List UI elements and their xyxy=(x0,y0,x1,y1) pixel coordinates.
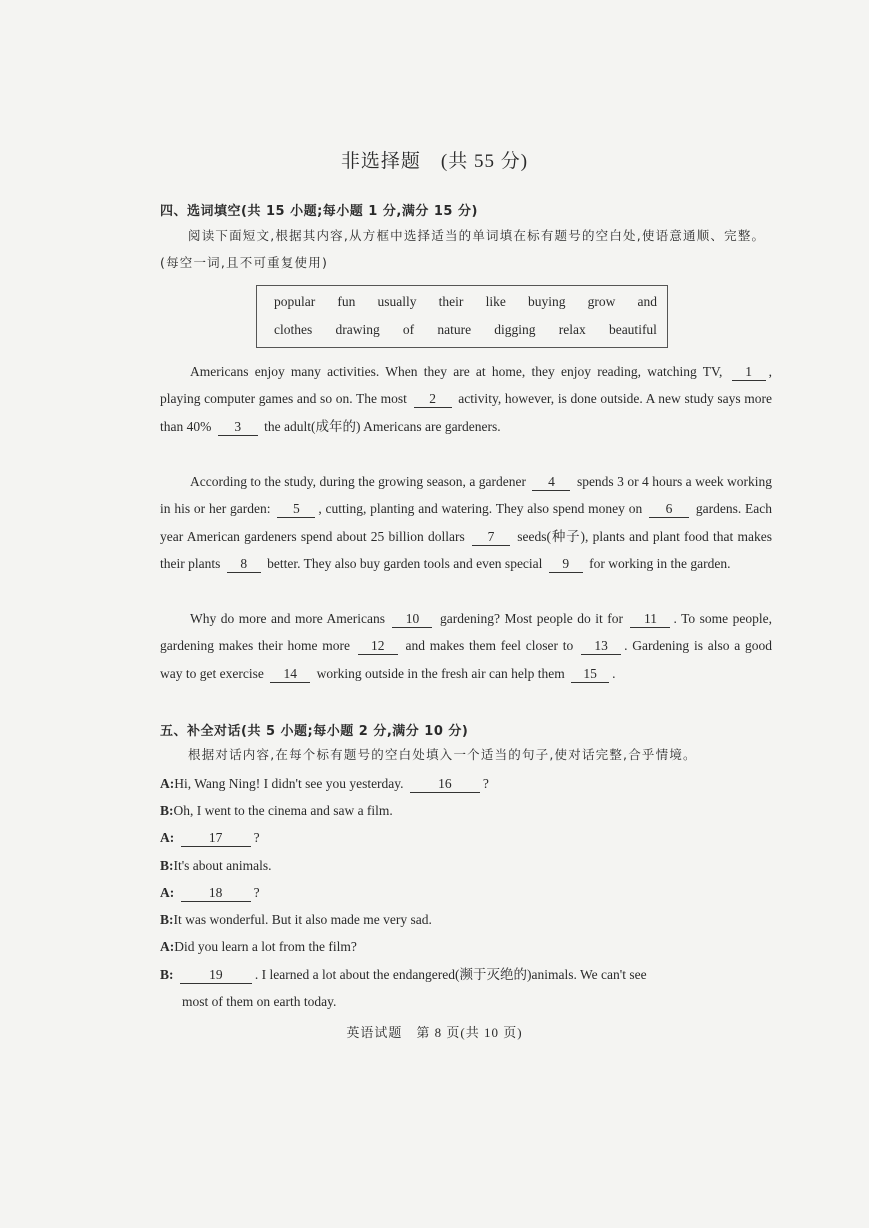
speaker: A: xyxy=(160,939,175,954)
blank-10[interactable]: 10 xyxy=(392,610,432,628)
passage-text: , playing computer games and so on. The most xyxy=(160,364,772,407)
section4-instruction-text: 阅读下面短文,根据其内容,从方框中选择适当的单词填在标有题号的空白处,使语意通顺、完整。(每空一词,且不可重复使用) xyxy=(160,228,766,270)
speaker: A: xyxy=(160,830,175,845)
passage-text: gardening? Most people do it for xyxy=(439,611,623,626)
passage-text: gardens. Each year American gardeners spend about 25 billion dollars xyxy=(160,501,773,544)
word-option: of xyxy=(402,322,415,337)
passage-text: spends 3 or 4 hours a week working in his or her garden: xyxy=(160,474,773,517)
dialogue-text: ? xyxy=(482,776,489,791)
dialogue-line-7 xyxy=(160,933,772,960)
section5-heading: 五、补全对话(共 5 小题;每小题 2 分,满分 10 分) xyxy=(160,724,469,739)
blank-18[interactable]: 18 xyxy=(181,884,251,902)
passage-text: working outside in the fresh air can help them xyxy=(316,665,565,681)
passage-paragraph-2 xyxy=(160,468,772,577)
dialogue-line-4 xyxy=(160,852,772,879)
word-box-row-1 xyxy=(257,294,667,310)
passage-text: the adult(成年的) Americans are gardeners. xyxy=(264,418,501,434)
blank-13[interactable]: 13 xyxy=(581,637,621,655)
speaker: A: xyxy=(160,776,175,791)
word-box xyxy=(256,285,668,348)
blank-2[interactable]: 2 xyxy=(414,390,452,408)
word-option: popular xyxy=(274,294,316,309)
page-title: 非选择题 (共 55 分) xyxy=(340,151,529,172)
word-option: like xyxy=(485,294,506,309)
word-option: relax xyxy=(558,322,586,337)
passage-text: activity, however, is done outside. A new study says more than 40% xyxy=(160,391,772,434)
blank-16[interactable]: 16 xyxy=(410,775,480,793)
speaker: B: xyxy=(160,858,174,873)
dialogue-continuation: most of them on earth today. xyxy=(182,994,337,1009)
passage-text: seeds(种子), plants and plant food that makes their plants xyxy=(160,528,772,571)
passage-text: According to the study, during the growing season, a gardener xyxy=(190,474,527,489)
dialogue-line-8 xyxy=(160,961,772,988)
dialogue-text: . I learned a lot about the endangered(濒于灭绝的)animals. We can't see xyxy=(254,967,647,982)
word-option: beautiful xyxy=(608,322,657,337)
word-option: drawing xyxy=(335,322,380,337)
word-option: and xyxy=(637,294,657,309)
blank-8[interactable]: 8 xyxy=(227,555,261,573)
word-option: usually xyxy=(377,294,417,309)
passage-text: . Gardening is also a good way to get exercise xyxy=(160,638,772,681)
word-option: grow xyxy=(587,294,616,309)
section4-heading: 四、选词填空(共 15 小题;每小题 1 分,满分 15 分) xyxy=(160,204,478,219)
section4-instruction xyxy=(160,222,772,276)
page-footer: 英语试题 第 8 页(共 10 页) xyxy=(346,1025,523,1040)
blank-17[interactable]: 17 xyxy=(181,829,251,847)
blank-11[interactable]: 11 xyxy=(630,610,670,628)
speaker: B: xyxy=(160,967,174,982)
passage-text: Why do more and more Americans xyxy=(190,611,385,626)
dialogue-text: ? xyxy=(253,885,260,900)
blank-19[interactable]: 19 xyxy=(180,966,252,984)
word-option: buying xyxy=(527,294,566,309)
word-option: fun xyxy=(337,294,356,309)
dialogue-text: It's about animals. xyxy=(173,858,272,873)
dialogue-line-6 xyxy=(160,906,772,933)
blank-1[interactable]: 1 xyxy=(732,363,766,381)
passage-text: better. They also buy garden tools and even special xyxy=(267,555,543,571)
dialogue-line-3 xyxy=(160,824,772,851)
blank-6[interactable]: 6 xyxy=(649,500,689,518)
passage-text: Americans enjoy many activities. When they are at home, they enjoy reading, watching TV, xyxy=(190,364,723,379)
blank-15[interactable]: 15 xyxy=(571,665,609,683)
dialogue-text: ? xyxy=(253,830,260,845)
speaker: A: xyxy=(160,885,175,900)
passage-text: for working in the garden. xyxy=(589,555,731,571)
blank-7[interactable]: 7 xyxy=(472,528,510,546)
dialogue-line-2 xyxy=(160,797,772,824)
passage-text: . To some people, gardening makes their home more xyxy=(160,611,773,654)
dialogue-text: Hi, Wang Ning! I didn't see you yesterday. xyxy=(174,776,404,791)
dialogue-line-5 xyxy=(160,879,772,906)
blank-14[interactable]: 14 xyxy=(270,665,310,683)
speaker: B: xyxy=(160,912,174,927)
blank-12[interactable]: 12 xyxy=(358,637,398,655)
passage-text: . xyxy=(612,665,616,681)
passage-paragraph-1 xyxy=(160,358,772,440)
blank-4[interactable]: 4 xyxy=(532,473,570,491)
word-option: nature xyxy=(437,322,472,337)
passage-text: and makes them feel closer to xyxy=(405,638,574,654)
dialogue-text: It was wonderful. But it also made me very sad. xyxy=(173,912,432,927)
blank-3[interactable]: 3 xyxy=(218,418,258,436)
dialogue-text: Oh, I went to the cinema and saw a film. xyxy=(173,803,393,818)
word-option: their xyxy=(438,294,464,309)
dialogue-line-1 xyxy=(160,770,772,797)
blank-5[interactable]: 5 xyxy=(277,500,315,518)
blank-9[interactable]: 9 xyxy=(549,555,583,573)
word-option: digging xyxy=(494,322,536,337)
word-box-row-2 xyxy=(257,322,667,338)
dialogue-text: Did you learn a lot from the film? xyxy=(174,939,357,954)
word-option: clothes xyxy=(274,322,313,337)
section5-instruction xyxy=(160,741,772,768)
speaker: B: xyxy=(160,803,174,818)
passage-paragraph-3 xyxy=(160,605,772,687)
section5-instruction-text: 根据对话内容,在每个标有题号的空白处填入一个适当的句子,使对话完整,合乎情境。 xyxy=(188,747,697,762)
passage-text: , cutting, planting and watering. They also spend money on xyxy=(318,501,643,517)
